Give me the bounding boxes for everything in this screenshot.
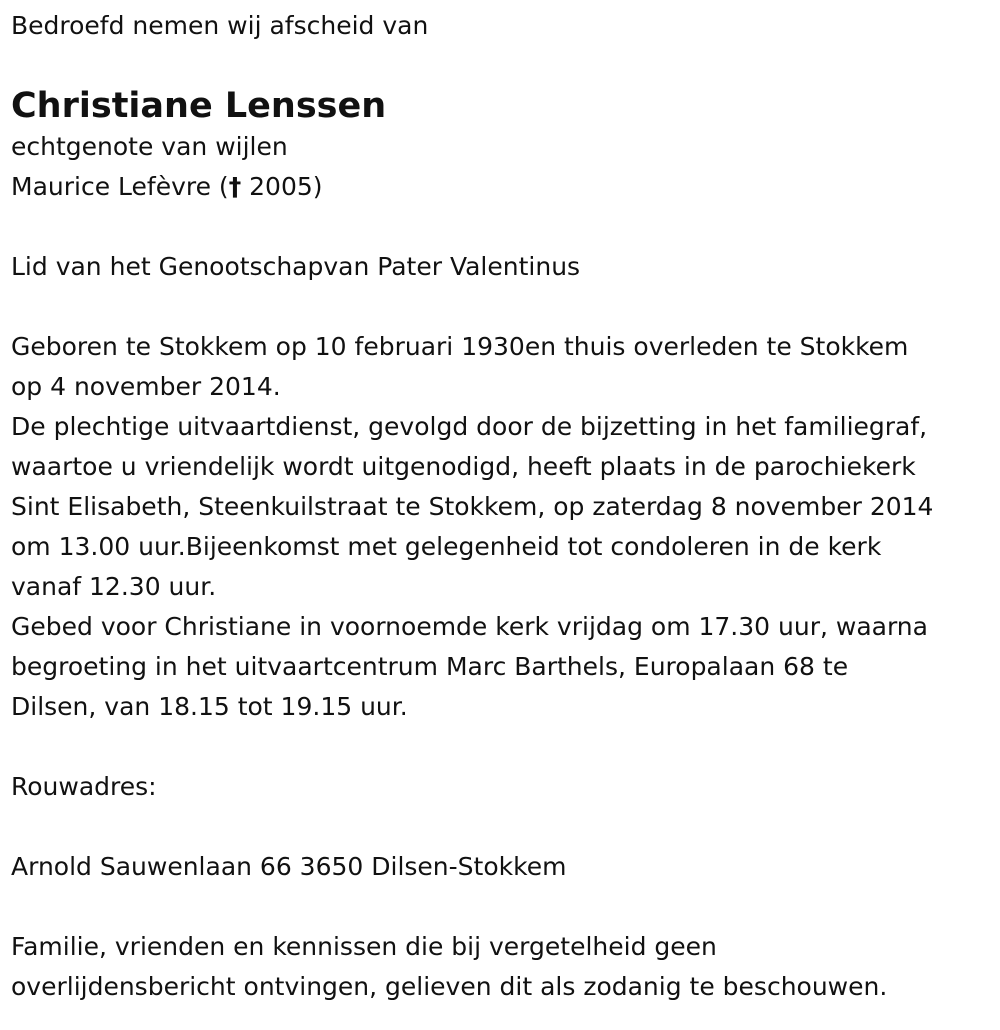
spouse-line — [11, 167, 990, 207]
address-label: Rouwadres: — [11, 772, 157, 801]
intro-text: Bedroefd nemen wij afscheid van — [11, 11, 429, 40]
address-text: Arnold Sauwenlaan 66 3650 Dilsen-Stokkem — [11, 852, 567, 881]
body-line: Sint Elisabeth, Steenkuilstraat te Stokkem, op zaterdag 8 november 2014 — [11, 492, 934, 521]
cross-icon: † — [228, 172, 242, 201]
closing-line: overlijdensbericht ontvingen, gelieven dit als zodanig te beschouwen. — [11, 972, 888, 1001]
body-line: Geboren te Stokkem op 10 februari 1930en thuis overleden te Stokkem — [11, 332, 909, 361]
body-line: Dilsen, van 18.15 tot 19.15 uur. — [11, 692, 408, 721]
service-details — [11, 327, 990, 727]
spouse-relation: echtgenote van wijlen — [11, 132, 288, 161]
spacer — [11, 207, 990, 247]
closing-line: Familie, vrienden en kennissen die bij vergetelheid geen — [11, 932, 717, 961]
body-line: Gebed voor Christiane in voornoemde kerk vrijdag om 17.30 uur, waarna — [11, 612, 928, 641]
body-line: De plechtige uitvaartdienst, gevolgd door de bijzetting in het familiegraf, — [11, 412, 928, 441]
spouse-name: Maurice Lefèvre ( — [11, 172, 229, 201]
membership-text: Lid van het Genootschapvan Pater Valentinus — [11, 252, 581, 281]
spacer — [11, 887, 990, 927]
body-line: begroeting in het uitvaartcentrum Marc Barthels, Europalaan 68 te — [11, 652, 849, 681]
body-line: om 13.00 uur.Bijeenkomst met gelegenheid tot condoleren in de kerk — [11, 532, 882, 561]
spacer — [11, 727, 990, 767]
body-line: vanaf 12.30 uur. — [11, 572, 217, 601]
spouse-death-year: 2005) — [241, 172, 323, 201]
spacer — [11, 807, 990, 847]
body-line: waartoe u vriendelijk wordt uitgenodigd, heeft plaats in de parochiekerk — [11, 452, 916, 481]
spacer — [11, 287, 990, 327]
body-line: op 4 november 2014. — [11, 372, 281, 401]
closing-note — [11, 927, 990, 1007]
deceased-name: Christiane Lenssen — [11, 86, 387, 126]
